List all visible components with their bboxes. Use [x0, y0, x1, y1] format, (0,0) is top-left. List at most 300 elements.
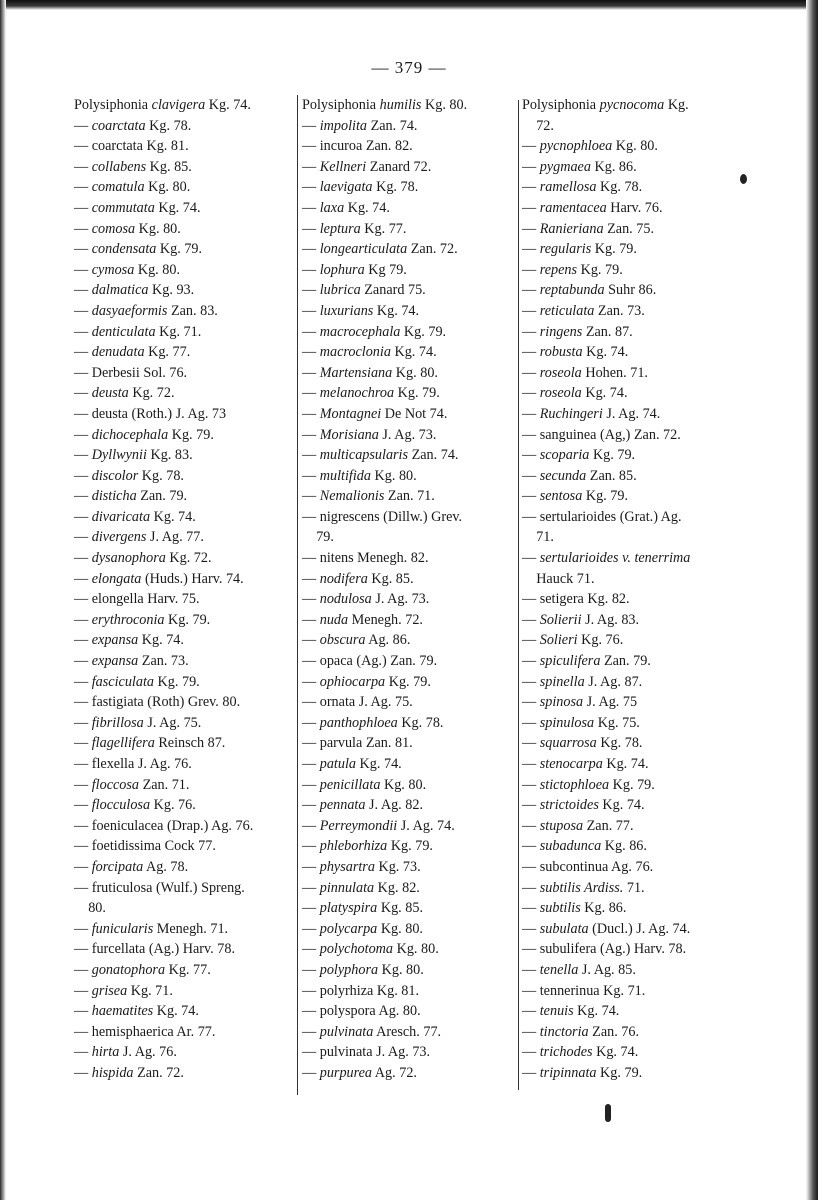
species-name: roseola: [539, 364, 582, 381]
index-entry: [522, 507, 736, 528]
entry-authority: (Huds.) Harv. 74.: [141, 570, 244, 587]
entry-prefix: —: [74, 920, 92, 937]
entry-prefix: —: [302, 158, 320, 175]
entry-authority: Kg. 74.: [582, 344, 629, 361]
entry-authority: Zan. 79.: [136, 488, 188, 505]
index-entry: [522, 527, 736, 548]
entry-prefix: — sanguinea (Ag,) Zan. 72.: [522, 426, 681, 443]
entry-authority: Menegh. 72.: [348, 611, 423, 628]
entry-authority: Zan. 83.: [167, 302, 218, 319]
entry-authority: J. Ag. 87.: [584, 673, 643, 690]
species-name: funicularis: [91, 920, 154, 937]
species-name: Ruchingeri: [539, 405, 603, 422]
entry-prefix: — opaca (Ag.) Zan. 79.: [302, 653, 438, 670]
species-name: melanochroa: [319, 385, 395, 402]
species-name: expansa: [91, 653, 139, 670]
index-entry: [74, 507, 296, 528]
entry-prefix: —: [302, 241, 320, 258]
species-name: tenuis: [539, 1003, 574, 1020]
entry-prefix: —: [522, 673, 540, 690]
index-entry: [74, 177, 296, 198]
entry-authority: Ag. 86.: [365, 632, 411, 649]
entry-prefix: —: [522, 488, 540, 505]
index-entry: [74, 280, 296, 301]
entry-prefix: —: [74, 1003, 92, 1020]
entry-prefix: —: [302, 673, 320, 690]
entry-prefix: —: [74, 508, 92, 525]
entry-prefix: —: [74, 447, 92, 464]
entry-authority: Kg. 74.: [602, 756, 649, 772]
entry-authority: Kg. 80.: [380, 776, 427, 793]
entry-authority: Kg. 78.: [145, 117, 192, 134]
entry-prefix: —: [302, 632, 320, 649]
species-name: pinnulata: [319, 879, 375, 896]
entry-prefix: —: [302, 117, 320, 134]
entry-authority: Kg. 79.: [577, 261, 623, 278]
index-entry: [302, 177, 518, 198]
index-entry: [74, 404, 296, 425]
entry-prefix: —: [522, 241, 540, 258]
entry-prefix: — Derbesii Sol. 76.: [74, 364, 188, 381]
entry-authority: Kg. 71.: [127, 982, 173, 999]
index-entry: [302, 445, 518, 466]
entry-prefix: —: [522, 261, 540, 278]
index-entry: [302, 733, 518, 754]
entry-authority: Kg. 74.: [344, 199, 390, 216]
species-name: reticulata: [539, 302, 595, 319]
entry-prefix: —: [74, 117, 92, 134]
entry-prefix: —: [74, 302, 92, 319]
species-name: gonatophora: [91, 961, 166, 978]
index-entry: [302, 239, 518, 260]
entry-authority: J. Ag. 83.: [581, 611, 640, 628]
page-number: — 379 —: [371, 58, 447, 77]
index-entry: [74, 836, 296, 857]
entry-authority: Kg. 79.: [394, 385, 440, 402]
entry-prefix: — hemisphaerica Ar. 77.: [74, 1023, 216, 1040]
index-entry: [74, 775, 296, 796]
entry-authority: Kg. 85.: [146, 158, 192, 175]
entry-prefix: —: [302, 900, 320, 917]
entry-prefix: —: [74, 653, 92, 670]
index-entry: [522, 713, 736, 734]
species-name: hispida: [91, 1064, 134, 1081]
entry-authority: Kg. 80.: [392, 364, 438, 381]
species-name: humilis: [379, 97, 422, 113]
entry-authority: Menegh. 71.: [153, 920, 229, 937]
entry-prefix: —: [302, 941, 320, 958]
entry-prefix: —: [522, 1044, 540, 1061]
entry-prefix: Hauck 71.: [522, 570, 595, 587]
index-entry: [302, 630, 518, 651]
entry-authority: Kg. 74.: [150, 508, 196, 525]
entry-prefix: —: [302, 570, 320, 587]
index-entry: [302, 425, 518, 446]
species-name: flagellifera: [91, 735, 155, 752]
entry-authority: Kg. 74.: [390, 344, 437, 361]
index-entry: [74, 1042, 296, 1063]
entry-prefix: —: [522, 282, 540, 299]
entry-authority: Kg. 77.: [360, 220, 407, 237]
entry-authority: Kg. 78.: [596, 179, 643, 196]
entry-prefix: — fastigiata (Roth) Grev. 80.: [74, 694, 241, 711]
index-entry: [522, 363, 736, 384]
entry-authority: Kg. 74.: [356, 756, 402, 772]
entry-authority: Kg. 79.: [591, 241, 637, 258]
species-name: collabens: [91, 158, 147, 175]
species-name: disticha: [91, 488, 137, 505]
entry-authority: Kg. 82.: [374, 879, 420, 896]
index-entry: [302, 795, 518, 816]
index-entry: [74, 939, 296, 960]
entry-prefix: —: [522, 776, 540, 793]
entry-prefix: — deusta (Roth.) J. Ag. 73: [74, 405, 227, 422]
entry-prefix: —: [74, 241, 92, 258]
index-entry: [302, 692, 518, 713]
entry-prefix: —: [522, 199, 540, 216]
species-name: Dyllwynii: [91, 447, 147, 464]
index-entry: [302, 981, 518, 1002]
entry-prefix: —: [522, 158, 540, 175]
entry-prefix: —: [302, 714, 320, 731]
entry-prefix: —: [74, 323, 92, 340]
species-name: elongata: [91, 570, 142, 587]
index-entry: [302, 610, 518, 631]
entry-authority: Zan. 73.: [594, 302, 645, 319]
index-entry: [74, 898, 296, 919]
entry-prefix: —: [302, 199, 320, 216]
entry-authority: Zanard 72.: [366, 158, 432, 175]
entry-authority: Kg. 79.: [387, 838, 433, 855]
entry-authority: Kg. 74.: [573, 1003, 620, 1020]
entry-prefix: —: [302, 282, 320, 299]
entry-prefix: — tennerinua Kg. 71.: [522, 982, 646, 999]
entry-authority: J. Ag. 75.: [143, 714, 202, 731]
species-name: subtilis Ardiss.: [539, 879, 624, 896]
index-entry: [74, 445, 296, 466]
index-entry: [522, 157, 736, 178]
index-entry: [522, 466, 736, 487]
entry-prefix: —: [74, 961, 92, 978]
entry-prefix: —: [302, 220, 320, 237]
entry-authority: Kg. 85.: [367, 570, 414, 587]
entry-authority: (Ducl.) J. Ag. 74.: [588, 920, 691, 937]
index-entry: [302, 466, 518, 487]
index-entry: [522, 177, 736, 198]
species-name: polyphora: [319, 961, 379, 978]
index-entry: [302, 548, 518, 569]
entry-prefix: —: [74, 220, 92, 237]
index-entry: [302, 960, 518, 981]
entry-prefix: —: [74, 1044, 92, 1061]
species-name: pycnophloea: [539, 138, 613, 155]
entry-prefix: —: [522, 323, 540, 340]
entry-authority: Zan. 73.: [138, 653, 189, 670]
entry-prefix: — sertularioides (Grat.) Ag.: [522, 508, 682, 525]
species-name: tenella: [539, 961, 579, 978]
species-name: Perreymondii: [319, 817, 398, 834]
index-entry: [522, 239, 736, 260]
species-name: clavigera: [151, 97, 206, 113]
index-entry: [302, 198, 518, 219]
index-entry: [74, 322, 296, 343]
entry-prefix: —: [302, 488, 320, 505]
entry-prefix: —: [522, 179, 540, 196]
index-entry: [522, 1022, 736, 1043]
species-name: Solierii: [539, 611, 582, 628]
entry-authority: Zan. 71.: [139, 776, 190, 793]
entry-authority: Kg. 79.: [154, 673, 200, 690]
entry-prefix: — incuroa Zan. 82.: [302, 138, 413, 155]
index-entry: [74, 733, 296, 754]
species-name: Kellneri: [319, 158, 367, 175]
entry-prefix: —: [522, 138, 540, 155]
entry-authority: 71.: [623, 879, 645, 896]
entry-authority: Kg. 86.: [590, 158, 637, 175]
species-name: fasciculata: [91, 673, 154, 690]
index-entry: [522, 383, 736, 404]
index-entry: [74, 198, 296, 219]
index-column-2: [302, 95, 518, 1084]
index-entry: [74, 239, 296, 260]
entry-prefix: —: [74, 385, 92, 402]
index-entry: [74, 610, 296, 631]
entry-authority: Ag. 78.: [143, 858, 189, 875]
species-name: nodifera: [319, 570, 368, 587]
entry-prefix: —: [522, 961, 540, 978]
index-entry: [302, 383, 518, 404]
index-entry: [302, 857, 518, 878]
entry-authority: J. Ag. 73.: [378, 426, 437, 443]
species-name: polycarpa: [319, 920, 378, 937]
species-name: expansa: [91, 632, 139, 649]
entry-authority: Kg. 74.: [205, 97, 251, 113]
index-entry: [522, 1042, 736, 1063]
index-entry: [74, 116, 296, 137]
entry-prefix: Polysiphonia: [74, 97, 152, 113]
species-name: stenocarpa: [539, 756, 603, 772]
entry-authority: Kg. 79.: [156, 241, 203, 258]
species-name: robusta: [539, 344, 583, 361]
entry-prefix: —: [522, 797, 540, 814]
entry-prefix: —: [302, 405, 320, 422]
index-entry: [522, 342, 736, 363]
species-name: Martensiana: [319, 364, 393, 381]
index-entry: [302, 136, 518, 157]
entry-prefix: — nitens Menegh. 82.: [302, 550, 429, 567]
species-name: Nemalionis: [319, 488, 385, 505]
index-entry: [522, 1063, 736, 1084]
entry-authority: Kg. 79.: [582, 488, 629, 505]
species-name: subulata: [539, 920, 589, 937]
entry-authority: Kg. 79.: [596, 1064, 643, 1081]
entry-authority: Kg. 73.: [374, 858, 421, 875]
entry-prefix: —: [74, 673, 92, 690]
entry-authority: J. Ag. 76.: [119, 1044, 177, 1061]
index-entry: [302, 713, 518, 734]
species-name: polychotoma: [319, 941, 394, 958]
index-entry: [74, 857, 296, 878]
index-entry: [74, 486, 296, 507]
entry-authority: Kg. 78.: [138, 467, 184, 484]
species-name: strictoides: [539, 797, 599, 814]
index-entry: [74, 960, 296, 981]
entry-authority: J. Ag. 77.: [146, 529, 204, 546]
index-entry: [302, 322, 518, 343]
entry-prefix: —: [522, 756, 540, 772]
entry-authority: Kg. 79.: [400, 323, 447, 340]
entry-prefix: — furcellata (Ag.) Harv. 78.: [74, 941, 235, 958]
entry-authority: Kg. 78.: [397, 714, 444, 731]
entry-authority: Suhr 86.: [604, 282, 657, 299]
entry-authority: Aresch. 77.: [373, 1023, 442, 1040]
index-entry: [522, 981, 736, 1002]
entry-prefix: —: [74, 611, 92, 628]
index-entry: [302, 486, 518, 507]
entry-authority: Kg. 80.: [135, 220, 181, 237]
entry-prefix: —: [74, 550, 92, 567]
entry-prefix: —: [522, 447, 540, 464]
index-entry: [302, 280, 518, 301]
entry-prefix: —: [302, 858, 320, 875]
entry-prefix: —: [302, 447, 320, 464]
entry-prefix: —: [74, 179, 92, 196]
index-entry: [522, 795, 736, 816]
species-name: obscura: [319, 632, 366, 649]
entry-prefix: —: [74, 344, 92, 361]
column-divider-1: [297, 95, 298, 1095]
index-entry: [74, 342, 296, 363]
species-name: pennata: [319, 797, 366, 814]
index-entry: [522, 136, 736, 157]
species-name: ophiocarpa: [319, 673, 386, 690]
index-entry: [74, 816, 296, 837]
index-entry: [522, 95, 736, 116]
species-name: lophura: [319, 261, 365, 278]
species-name: pycnocoma: [599, 97, 665, 113]
entry-prefix: 80.: [74, 900, 106, 917]
species-name: stictophloea: [539, 776, 610, 793]
index-entry: [74, 754, 296, 775]
species-name: divaricata: [91, 508, 151, 525]
entry-prefix: — coarctata Kg. 81.: [74, 138, 189, 155]
index-entry: [302, 1022, 518, 1043]
entry-prefix: —: [522, 344, 540, 361]
entry-prefix: —: [302, 961, 320, 978]
entry-authority: Kg. 80.: [421, 97, 468, 113]
index-entry: [302, 898, 518, 919]
entry-authority: J. Ag. 85.: [578, 961, 636, 978]
index-entry: [74, 363, 296, 384]
entry-prefix: —: [522, 1023, 540, 1040]
entry-prefix: —: [302, 344, 320, 361]
entry-authority: Kg. 74.: [154, 199, 201, 216]
entry-prefix: —: [522, 694, 540, 711]
species-name: scoparia: [539, 447, 590, 464]
column-divider-2: [518, 100, 519, 1090]
index-entry: [302, 754, 518, 775]
entry-authority: Kg. 78.: [596, 735, 643, 752]
entry-authority: Harv. 76.: [606, 199, 663, 216]
species-name: spinulosa: [539, 714, 595, 731]
species-name: dalmatica: [91, 282, 149, 299]
species-name: denticulata: [91, 323, 156, 340]
entry-prefix: —: [522, 550, 540, 567]
index-entry: [522, 939, 736, 960]
index-entry: [74, 1001, 296, 1022]
index-entry: [302, 301, 518, 322]
entry-authority: Reinsch 87.: [154, 735, 226, 752]
species-name: dasyaeformis: [91, 302, 168, 319]
index-entry: [74, 466, 296, 487]
entry-authority: Kg. 80.: [612, 138, 658, 155]
entry-prefix: —: [302, 179, 320, 196]
entry-prefix: — flexella J. Ag. 76.: [74, 756, 192, 772]
entry-prefix: Polysiphonia: [302, 97, 380, 113]
entry-authority: Kg. 79.: [164, 611, 211, 628]
entry-authority: Kg. 71.: [155, 323, 202, 340]
entry-prefix: —: [302, 920, 320, 937]
index-entry: [522, 754, 736, 775]
entry-prefix: — setigera Kg. 82.: [522, 591, 630, 608]
entry-prefix: —: [74, 632, 92, 649]
entry-authority: Zan. 72.: [133, 1064, 184, 1081]
species-name: multicapsularis: [319, 447, 409, 464]
index-entry: [522, 219, 736, 240]
entry-prefix: —: [522, 735, 540, 752]
index-entry: [302, 527, 518, 548]
entry-prefix: —: [302, 756, 320, 772]
index-entry: [74, 651, 296, 672]
index-entry: [302, 157, 518, 178]
entry-prefix: —: [522, 817, 540, 834]
entry-prefix: 71.: [522, 529, 554, 546]
index-entry: [522, 960, 736, 981]
entry-prefix: —: [522, 1064, 540, 1081]
entry-authority: Hohen. 71.: [581, 364, 648, 381]
ink-speck: [605, 1104, 611, 1122]
species-name: sertularioides v. tenerrima: [539, 550, 691, 567]
species-name: comosa: [91, 220, 136, 237]
index-entry: [302, 569, 518, 590]
entry-authority: Kg. 74.: [138, 632, 184, 649]
index-entry: [74, 157, 296, 178]
species-name: leptura: [319, 220, 361, 237]
entry-prefix: 79.: [302, 529, 334, 546]
entry-prefix: —: [302, 1023, 320, 1040]
entry-authority: Kg. 80.: [377, 920, 423, 937]
index-entry: [522, 404, 736, 425]
species-name: panthophloea: [319, 714, 398, 731]
species-name: subadunca: [539, 838, 602, 855]
entry-authority: Zan. 87.: [582, 323, 633, 340]
species-name: lubrica: [319, 282, 361, 299]
entry-prefix: —: [74, 261, 92, 278]
entry-prefix: —: [522, 653, 540, 670]
index-entry: [302, 1001, 518, 1022]
entry-authority: J. Ag. 74.: [602, 405, 661, 422]
entry-prefix: —: [74, 282, 92, 299]
species-name: floccosa: [91, 776, 140, 793]
entry-authority: Zan. 77.: [583, 817, 634, 834]
index-entry: [522, 589, 736, 610]
index-entry: [74, 95, 296, 116]
scan-edge-right: [806, 0, 818, 1200]
entry-prefix: —: [302, 385, 320, 402]
index-entry: [302, 260, 518, 281]
species-name: grisea: [91, 982, 128, 999]
index-entry: [74, 136, 296, 157]
